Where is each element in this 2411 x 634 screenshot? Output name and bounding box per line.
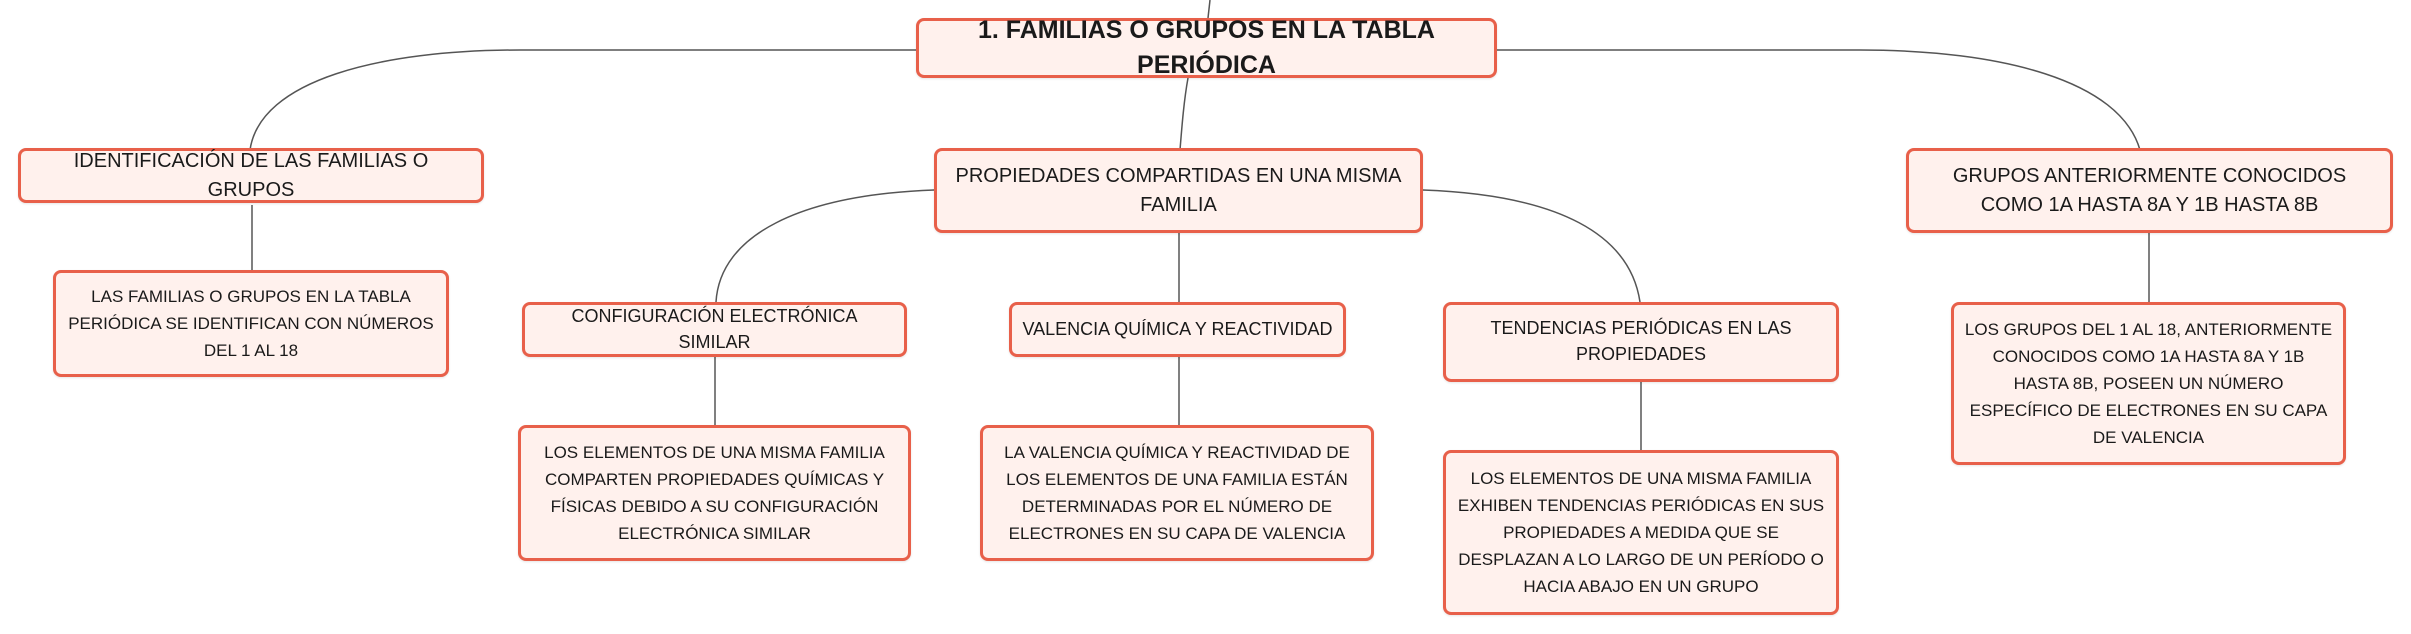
detail-valencia-text: LA VALENCIA QUÍMICA Y REACTIVIDAD DE LOS ELEMENTOS DE UNA FAMILIA ESTÁN DETERMINADAS POR EL NÚMERO DE ELECTRONES EN SU CAPA DE VALENCIA: [1004, 442, 1350, 544]
topic-configuracion-label: CONFIGURACIÓN ELECTRÓNICA SIMILAR: [571, 305, 858, 352]
detail-tendencias-periodicas[interactable]: [1443, 450, 1839, 615]
detail-configuracion-electronica[interactable]: [518, 425, 911, 561]
connector-propiedades-configuracion: [716, 190, 934, 302]
topic-valencia-label: VALENCIA QUÍMICA Y REACTIVIDAD: [1022, 318, 1333, 339]
detail-identificacion-familias[interactable]: [53, 270, 449, 377]
detail-grupos-text: LOS GRUPOS DEL 1 AL 18, ANTERIORMENTE CONOCIDOS COMO 1A HASTA 8A Y 1B HASTA 8B, POSEEN UN NÚMERO ESPECÍFICO DE ELECTRONES EN SU CAPA DE VALENCIA: [1964, 319, 2333, 448]
detail-valencia-reactividad[interactable]: [980, 425, 1374, 561]
root-topic-label: 1. FAMILIAS O GRUPOS EN LA TABLA PERIÓDICA: [978, 15, 1435, 79]
detail-grupos-anteriores[interactable]: [1951, 302, 2346, 465]
topic-identificacion-label: IDENTIFICACIÓN DE LAS FAMILIAS O GRUPOS: [73, 150, 429, 201]
detail-configuracion-text: LOS ELEMENTOS DE UNA MISMA FAMILIA COMPARTEN PROPIEDADES QUÍMICAS Y FÍSICAS DEBIDO A SU CONFIGURACIÓN ELECTRÓNICA SIMILAR: [544, 442, 885, 544]
connector-root-propiedades: [1180, 78, 1188, 150]
detail-tendencias-text: LOS ELEMENTOS DE UNA MISMA FAMILIA EXHIBEN TENDENCIAS PERIÓDICAS EN SUS PROPIEDADES A MEDIDA QUE SE DESPLAZAN A LO LARGO DE UN PERÍODO O HACIA ABAJO EN UN GRUPO: [1457, 468, 1825, 597]
topic-identificacion-familias[interactable]: [18, 148, 484, 203]
topic-grupos-label: GRUPOS ANTERIORMENTE CONOCIDOS COMO 1A HASTA 8A Y 1B HASTA 8B: [1952, 165, 2347, 216]
topic-valencia-reactividad[interactable]: [1009, 302, 1346, 357]
topic-grupos-anteriores[interactable]: [1906, 148, 2393, 233]
connector-propiedades-tendencias: [1423, 190, 1640, 302]
topic-tendencias-periodicas[interactable]: [1443, 302, 1839, 382]
connector-root-identificacion: [250, 50, 916, 150]
connector-root-grupos: [1497, 50, 2140, 150]
detail-identificacion-text: LAS FAMILIAS O GRUPOS EN LA TABLA PERIÓDICA SE IDENTIFICAN CON NÚMEROS DEL 1 AL 18: [68, 286, 434, 361]
topic-configuracion-electronica[interactable]: [522, 302, 907, 357]
root-topic[interactable]: [916, 15, 1497, 79]
topic-propiedades-compartidas[interactable]: [934, 148, 1423, 233]
topic-tendencias-label: TENDENCIAS PERIÓDICAS EN LAS PROPIEDADES: [1490, 318, 1792, 364]
topic-propiedades-label: PROPIEDADES COMPARTIDAS EN UNA MISMA FAMILIA: [955, 165, 1402, 216]
